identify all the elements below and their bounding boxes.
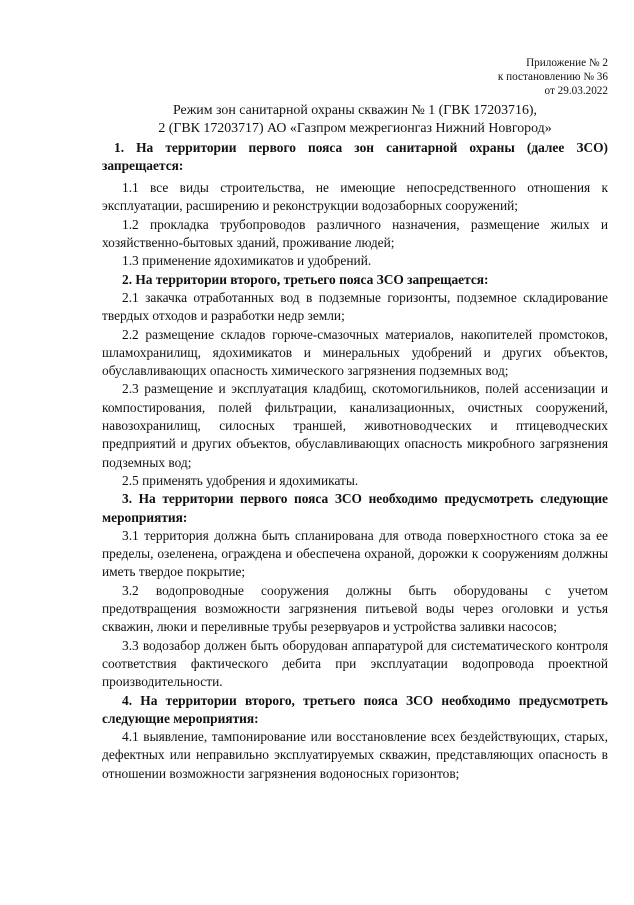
item-2-5: 2.5 применять удобрения и ядохимикаты. (122, 472, 359, 488)
appendix-line-3: от 29.03.2022 (544, 85, 608, 97)
item-2-3: 2.3 размещение и эксплуатация кладбищ, скотомогильников, полей ассенизации и компостирования, полей фильтрации, канализационных, очистных сооружений, навозохранилищ, силосных траншей, животноводческих и птицеводческих предприятий и других объектов, обуславливающих опасность микробного загрязнения подземных вод; (102, 381, 608, 470)
item-4-1: 4.1 выявление, тампонирование или восстановление всех бездействующих, старых, дефектных или неправильно эксплуатируемых скважин, представляющих опасность в отношении возможности загрязнения водоносных горизонтов; (102, 729, 608, 781)
item-1-3: 1.3 применение ядохимикатов и удобрений. (122, 253, 372, 269)
document-body (102, 102, 608, 783)
title-line-2: 2 (ГВК 17203717) АО «Газпром межрегионгаз Нижний Новгород» (158, 121, 552, 137)
document-title (102, 102, 608, 139)
item-2-2: 2.2 размещение складов горюче-смазочных материалов, накопителей промстоков, шламохранилищ, ядохимикатов и минеральных удобрений и других объектов, обуславливающих опасность химического загрязнения подземных вод; (102, 326, 608, 379)
section-2-heading: 2. На территории второго, третьего пояса ЗСО запрещается: (122, 271, 489, 287)
appendix-line-2: к постановлению № 36 (497, 71, 608, 83)
item-1-2: 1.2 прокладка трубопроводов различного назначения, размещение жилых и хозяйственно-бытовых зданий, проживание людей; (102, 216, 608, 251)
title-line-1: Режим зон санитарной охраны скважин № 1 (ГВК 17203716), (172, 103, 537, 118)
item-1-1: 1.1 все виды строительства, не имеющие непосредственного отношения к эксплуатации, расширению и реконструкции водозаборных сооружений; (102, 180, 608, 214)
appendix-note (498, 56, 608, 98)
item-3-2: 3.2 водопроводные сооружения должны быть оборудованы с учетом предотвращения возможности загрязнения питьевой воды через оголовки и устья скважин, люки и переливные трубы резервуаров и устройства заливки насосов; (102, 582, 608, 635)
item-2-1: 2.1 закачка отработанных вод в подземные горизонты, подземное складирование твердых отходов и разработки недр земли; (102, 289, 608, 324)
item-3-1: 3.1 территория должна быть спланирована для отвода поверхностного стока за ее пределы, озеленена, ограждена и обеспечена охраной, дорожки к сооружениям должны иметь твердое покрытие; (102, 527, 608, 580)
section-3-heading: 3. На территории первого пояса ЗСО необходимо предусмотреть следующие мероприятия: (102, 491, 608, 525)
section-1-heading: 1. На территории первого пояса зон санитарной охраны (далее ЗСО) запрещается: (102, 139, 608, 173)
appendix-line-1: Приложение № 2 (526, 57, 608, 69)
section-4-heading: 4. На территории второго, третьего пояса ЗСО необходимо предусмотреть следующие мероприятия: (102, 692, 608, 726)
item-3-3: 3.3 водозабор должен быть оборудован аппаратурой для систематического контроля соответствия фактического дебита при эксплуатации водопровода проектной производительности. (102, 637, 608, 690)
